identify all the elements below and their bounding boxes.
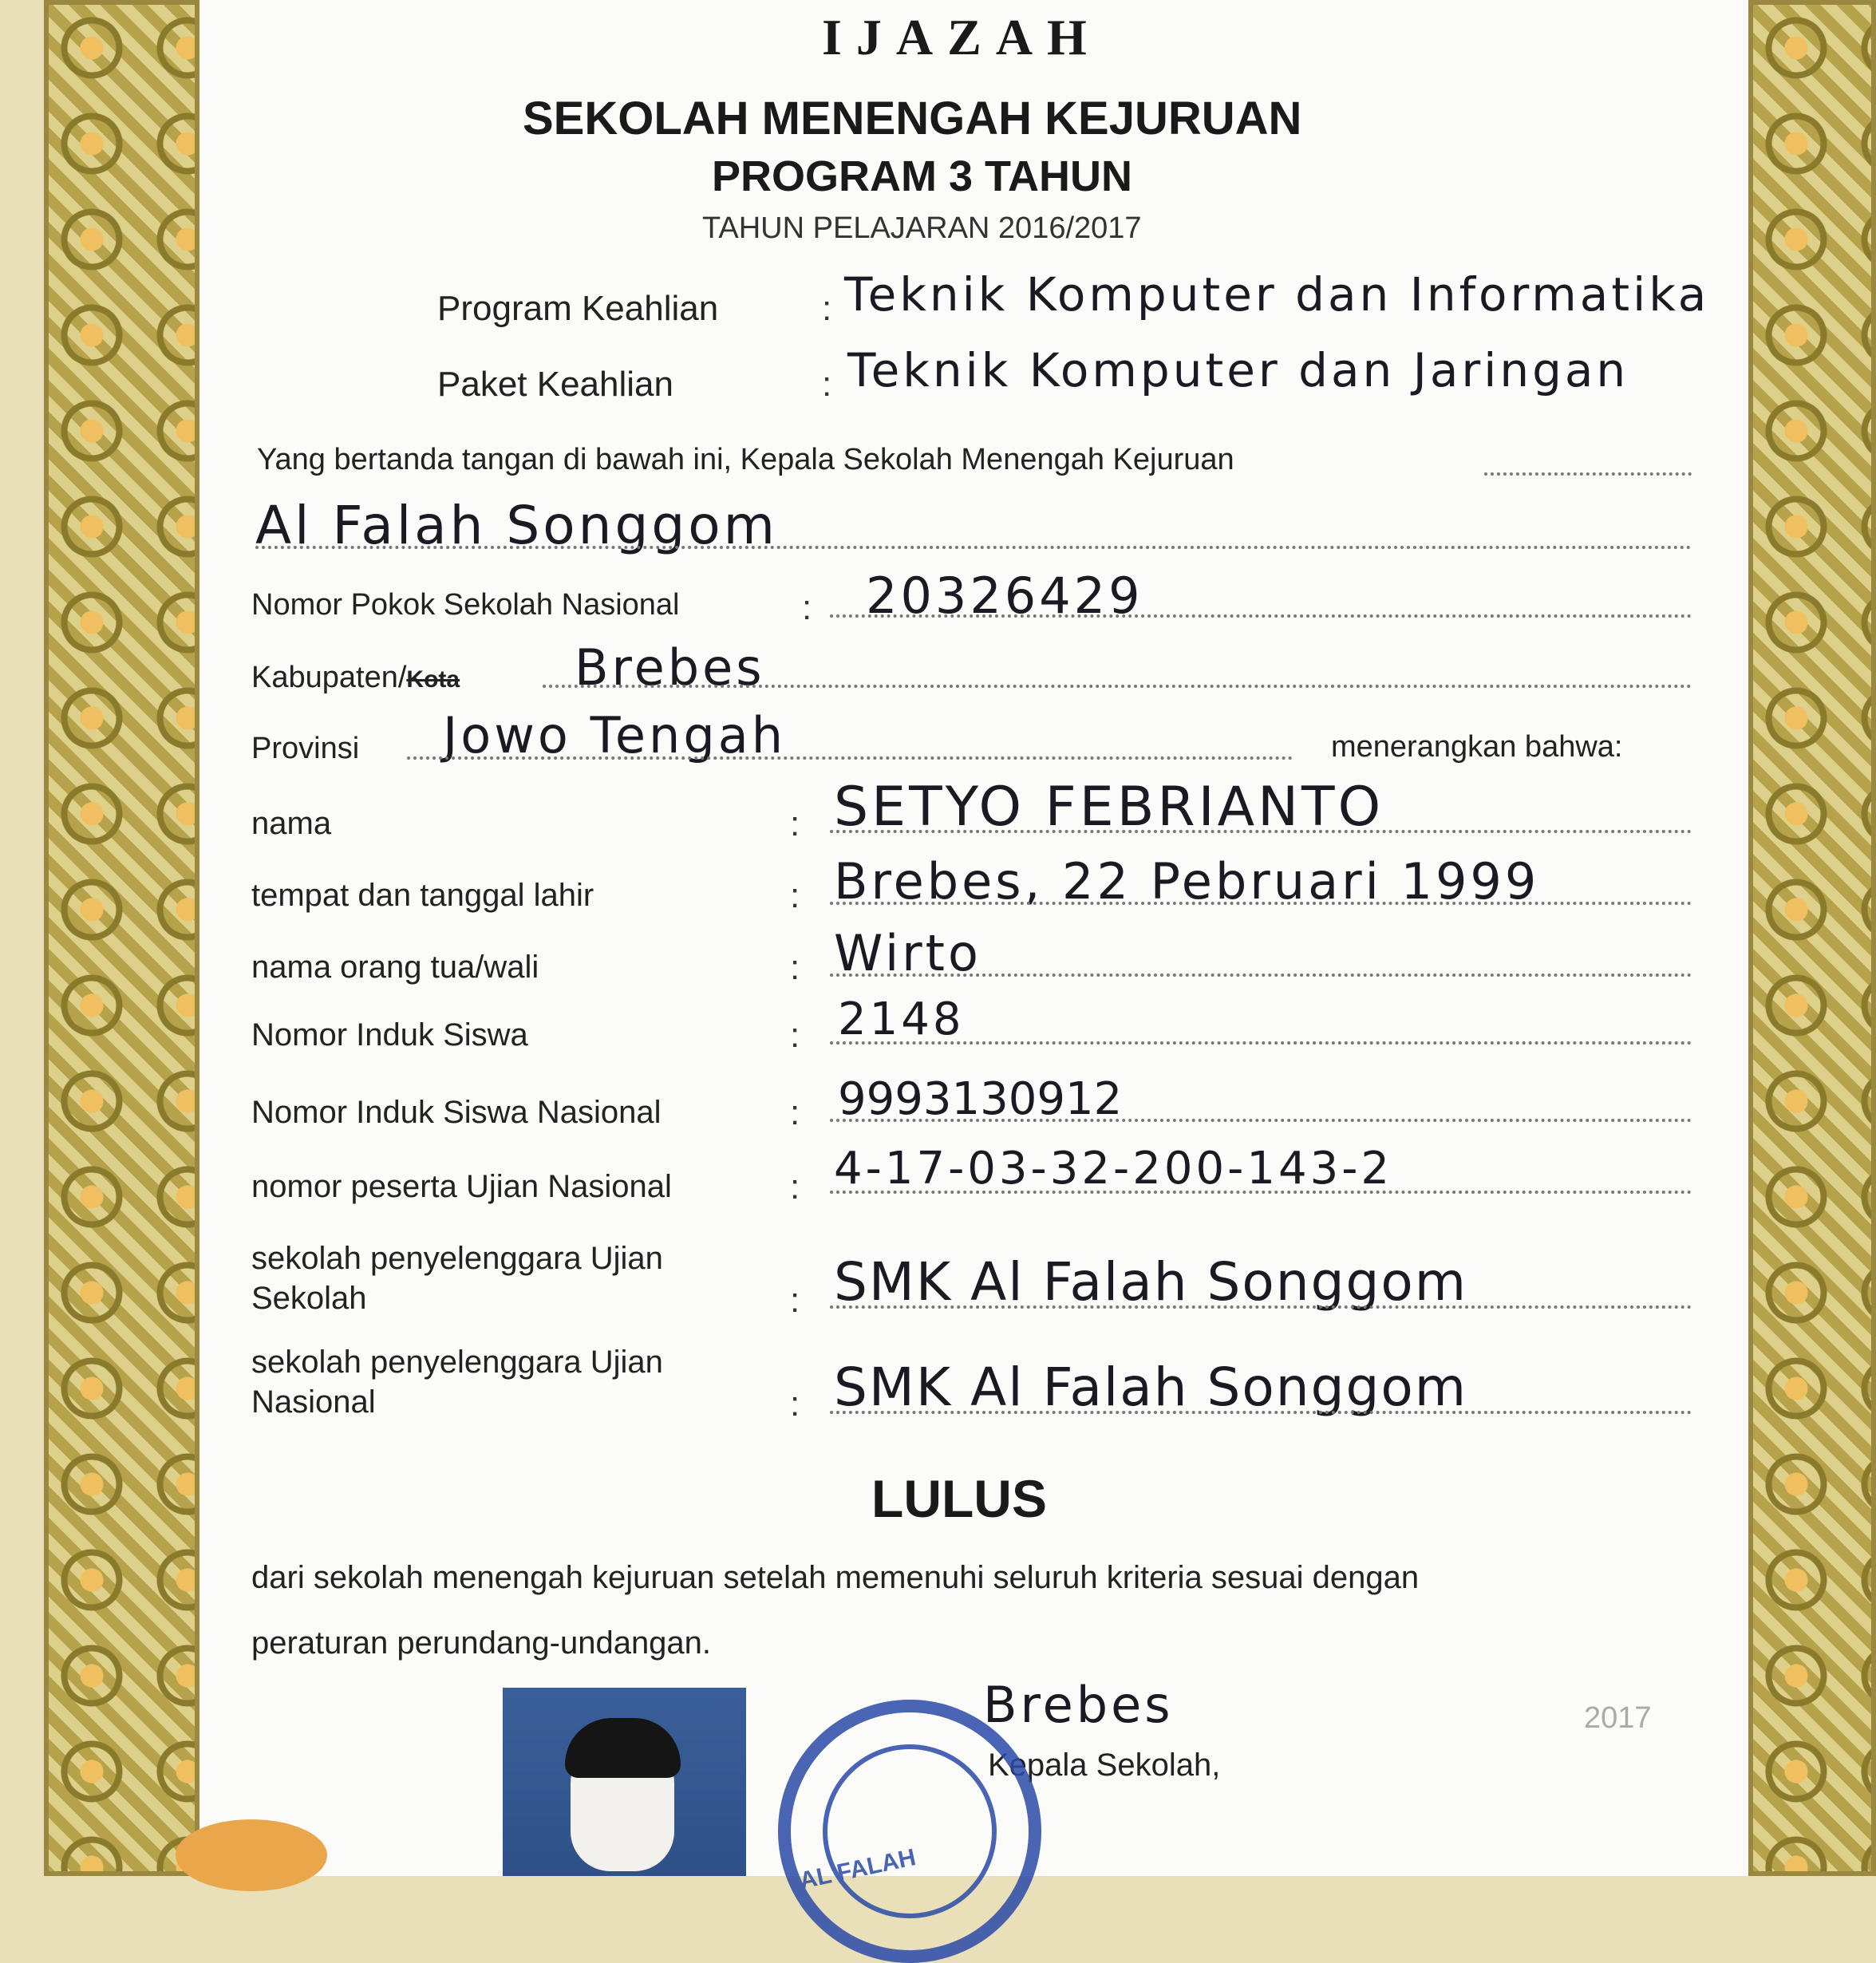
- program-duration: PROGRAM 3 TAHUN: [712, 152, 1133, 200]
- photo-hair: [565, 1718, 681, 1778]
- npsn-value: 20326429: [866, 567, 1143, 625]
- kabupaten-label: Kabupaten/Kota: [251, 661, 460, 694]
- ttl-value: Brebes, 22 Pebruari 1999: [834, 852, 1540, 910]
- academic-year: TAHUN PELAJARAN 2016/2017: [702, 211, 1142, 245]
- school-name: Al Falah Songgom: [255, 495, 778, 556]
- document-title: IJAZAH: [822, 9, 1101, 65]
- nis-label: Nomor Induk Siswa: [251, 1017, 528, 1053]
- declares-text: menerangkan bahwa:: [1331, 730, 1623, 764]
- program-keahlian-label: Program Keahlian: [437, 289, 719, 328]
- us-label-line2: Sekolah: [251, 1281, 367, 1316]
- signature-year: 2017: [1584, 1701, 1652, 1735]
- us-label-line1: sekolah penyelenggara Ujian: [251, 1241, 663, 1276]
- kabupaten-value: Brebes: [575, 638, 765, 697]
- signature-place: Brebes: [983, 1676, 1174, 1734]
- nisn-value: 9993130912: [838, 1073, 1123, 1125]
- result-status: LULUS: [871, 1469, 1047, 1528]
- paket-keahlian-value: Teknik Komputer dan Jaringan: [847, 343, 1629, 397]
- paket-keahlian-label: Paket Keahlian: [437, 365, 673, 404]
- intro-text: Yang bertanda tangan di bawah ini, Kepala Sekolah Menengah Kejuruan: [257, 443, 1234, 476]
- school-type: SEKOLAH MENENGAH KEJURUAN: [523, 93, 1302, 144]
- result-text-line2: peraturan perundang-undangan.: [251, 1625, 712, 1661]
- nama-value: SETYO FEBRIANTO: [834, 776, 1384, 839]
- decorative-flower: [176, 1819, 327, 1891]
- decorative-border-left: [44, 0, 199, 1876]
- peserta-un-label: nomor peserta Ujian Nasional: [251, 1169, 672, 1204]
- result-text-line1: dari sekolah menengah kejuruan setelah memenuhi seluruh kriteria sesuai dengan: [251, 1560, 1420, 1595]
- un-label-line2: Nasional: [251, 1384, 376, 1420]
- provinsi-value: Jowo Tengah: [443, 706, 786, 764]
- decorative-border-right: [1748, 0, 1876, 1876]
- program-keahlian-value: Teknik Komputer dan Informatika: [844, 267, 1710, 322]
- student-photo: [503, 1688, 746, 1876]
- nis-value: 2148: [838, 993, 965, 1045]
- stamp-text: AL FALAH: [797, 1844, 918, 1895]
- un-label-line1: sekolah penyelenggara Ujian: [251, 1345, 663, 1380]
- nisn-label: Nomor Induk Siswa Nasional: [251, 1095, 662, 1130]
- peserta-un-value: 4-17-03-32-200-143-2: [834, 1143, 1393, 1195]
- ttl-label: tempat dan tanggal lahir: [251, 878, 594, 913]
- provinsi-label: Provinsi: [251, 732, 360, 765]
- us-value: SMK Al Falah Songgom: [834, 1251, 1468, 1313]
- signature-title: Kepala Sekolah,: [988, 1748, 1221, 1783]
- ortu-value: Wirto: [834, 924, 981, 982]
- ortu-label: nama orang tua/wali: [251, 950, 539, 985]
- nama-label: nama: [251, 806, 332, 841]
- npsn-label: Nomor Pokok Sekolah Nasional: [251, 588, 680, 622]
- kota-struck: Kota: [406, 666, 460, 693]
- un-value: SMK Al Falah Songgom: [834, 1357, 1468, 1418]
- school-stamp: [778, 1700, 1041, 1963]
